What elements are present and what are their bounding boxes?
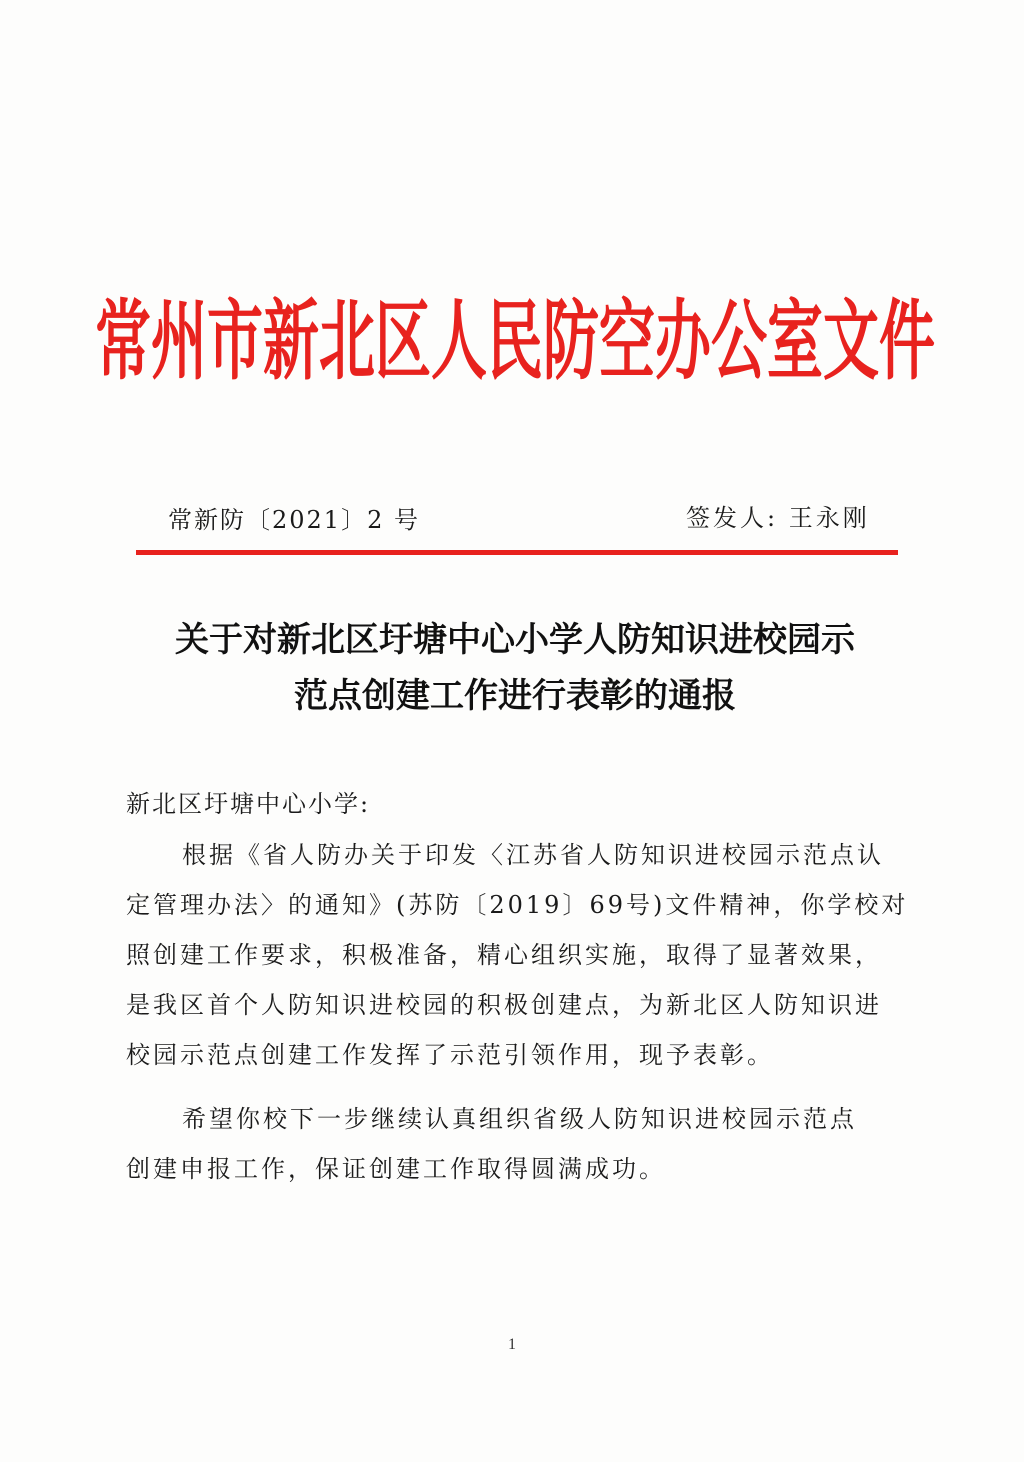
paragraph-line: 照创建工作要求，积极准备，精心组织实施，取得了显著效果，: [126, 941, 882, 969]
paragraph-line: 希望你校下一步继续认真组织省级人防知识进校园示范点: [182, 1105, 857, 1133]
red-divider-line: [136, 550, 898, 555]
notice-title: [100, 612, 930, 724]
document-header-title: 常州市新北区人民防空办公室文件: [95, 291, 935, 393]
signer: 签发人: 王永刚: [686, 504, 870, 532]
paragraph-line: 是我区首个人防知识进校园的积极创建点，为新北区人防知识进: [126, 991, 882, 1019]
document-number: 常新防〔2021〕2 号: [168, 506, 420, 534]
paragraph-line: 创建申报工作，保证创建工作取得圆满成功。: [126, 1155, 666, 1183]
paragraph-line: 校园示范点创建工作发挥了示范引领作用，现予表彰。: [126, 1041, 774, 1069]
page-number: 1: [508, 1336, 516, 1353]
body-paragraph-2: [126, 1094, 926, 1194]
title-line: 关于对新北区圩塘中心小学人防知识进校园示: [175, 620, 855, 660]
paragraph-line: 根据《省人防办关于印发〈江苏省人防知识进校园示范点认: [182, 841, 884, 869]
salutation: 新北区圩塘中心小学:: [126, 790, 371, 818]
paragraph-line: 定管理办法〉的通知》(苏防〔2019〕69号)文件精神，你学校对: [126, 891, 909, 919]
body-paragraph-1: [126, 830, 926, 1080]
title-line: 范点创建工作进行表彰的通报: [294, 676, 736, 716]
